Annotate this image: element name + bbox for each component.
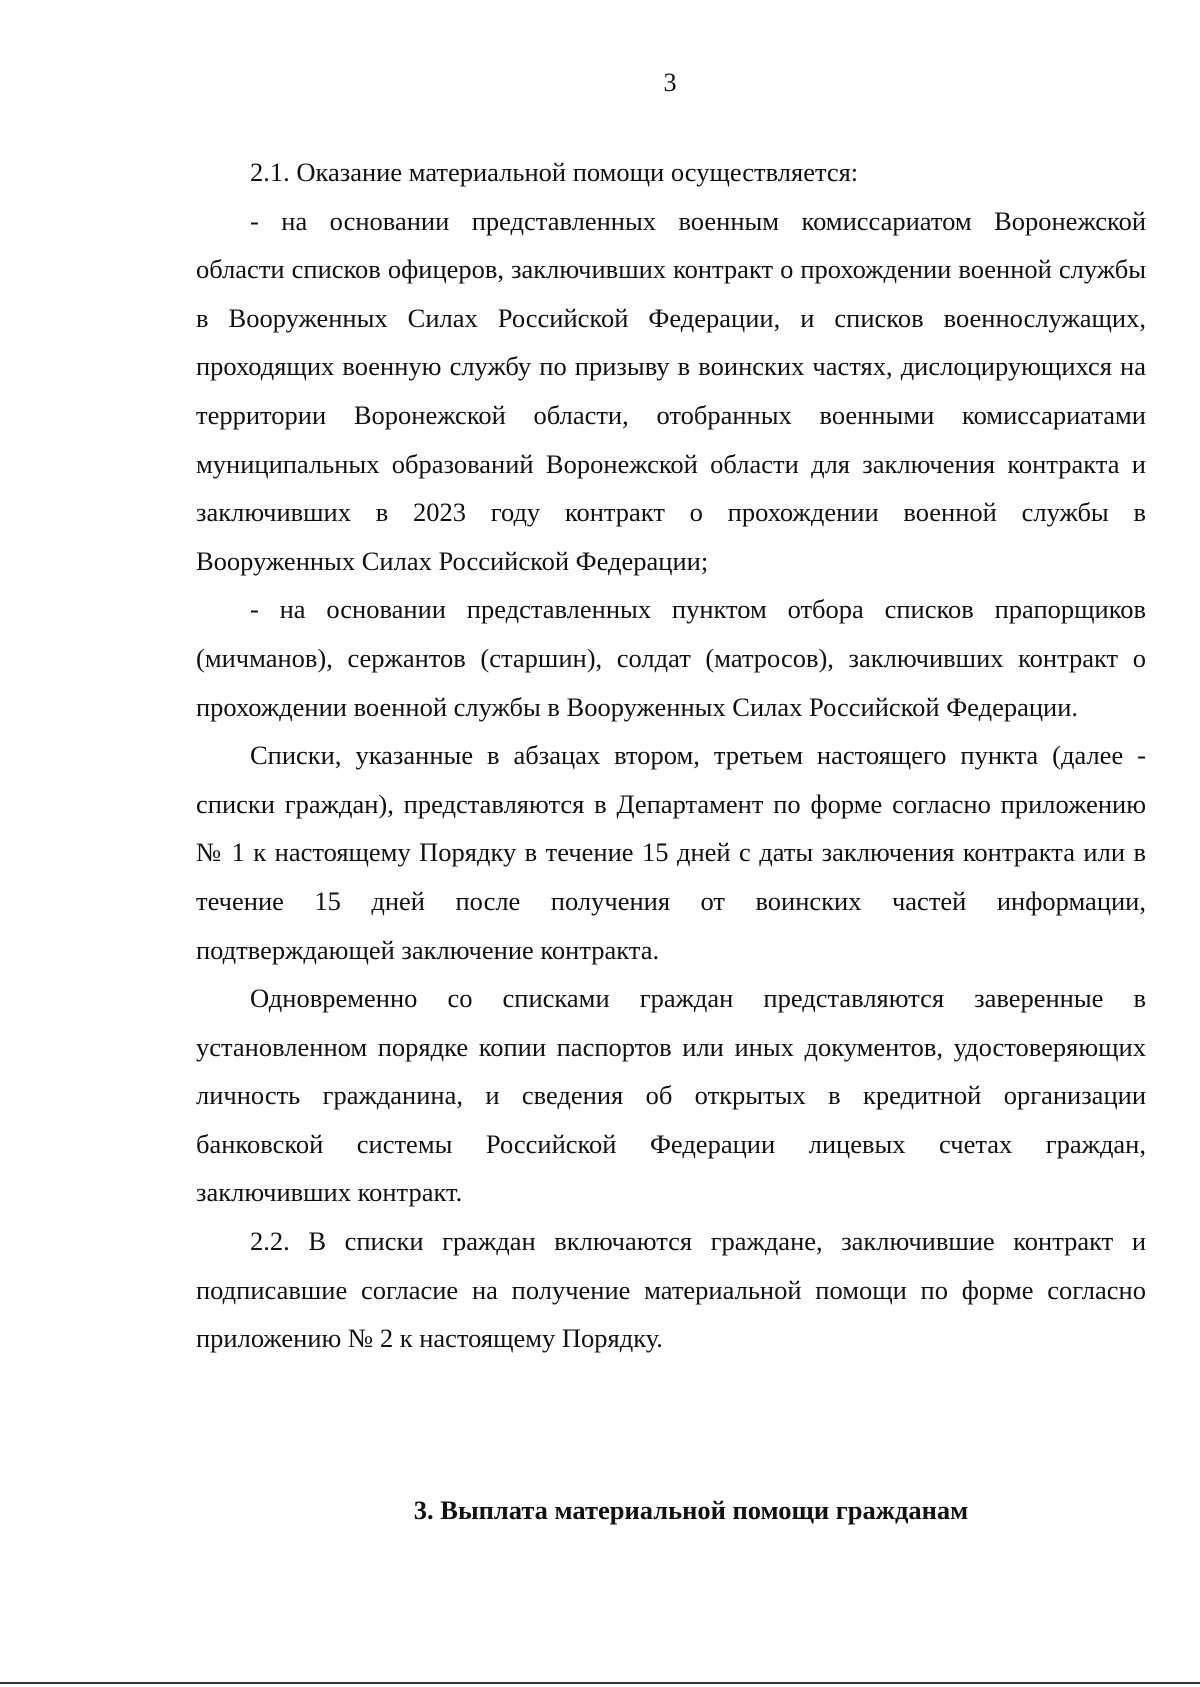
paragraph-officers-lists: - на основании представленных военным комиссариатом Воронежской области списков офицеров, заключивших контракт о прохождении военной службы в Вооруженных Силах Российской Федерации, и списков военнослужащих, проходящих военную службу по призыву в воинских частях, дислоцирующихся на территории Воронежской области, отобранных военными комиссариатами муниципальных образований Воронежской области для заключения контракта и заключивших в 2023 году контракт о прохождении военной службы в Вооруженных Силах Российской Федерации;	[196, 205, 1146, 576]
document-body	[196, 148, 1146, 1363]
paragraph-2-1-intro: 2.1. Оказание материальной помощи осуществляется:	[250, 157, 859, 187]
page-number: 3	[663, 68, 677, 97]
paragraph-selection-point-lists: - на основании представленных пунктом отбора списков прапорщиков (мичманов), сержантов (старшин), солдат (матросов), заключивших контракт о прохождении военной службы в Вооруженных Силах Российской Федерации.	[196, 594, 1146, 722]
bottom-rule	[0, 1682, 1200, 1684]
paragraph-2-2: 2.2. В списки граждан включаются граждане, заключившие контракт и подписавшие согласие на получение материальной помощи по форме согласно приложению № 2 к настоящему Порядку.	[196, 1226, 1146, 1354]
paragraph-documents-submission: Одновременно со списками граждан представляются заверенные в установленном порядке копии паспортов или иных документов, удостоверяющих личность гражданина, и сведения об открытых в кредитной организации банковской системы Российской Федерации лицевых счетах граждан, заключивших контракт.	[196, 983, 1146, 1208]
paragraph-lists-submission: Списки, указанные в абзацах втором, третьем настоящего пункта (далее - списки граждан), представляются в Департамент по форме согласно приложению № 1 к настоящему Порядку в течение 15 дней с даты заключения контракта или в течение 15 дней после получения от воинских частей информации, подтверждающей заключение контракта.	[196, 740, 1146, 965]
section-heading: 3. Выплата материальной помощи гражданам	[413, 1495, 969, 1525]
